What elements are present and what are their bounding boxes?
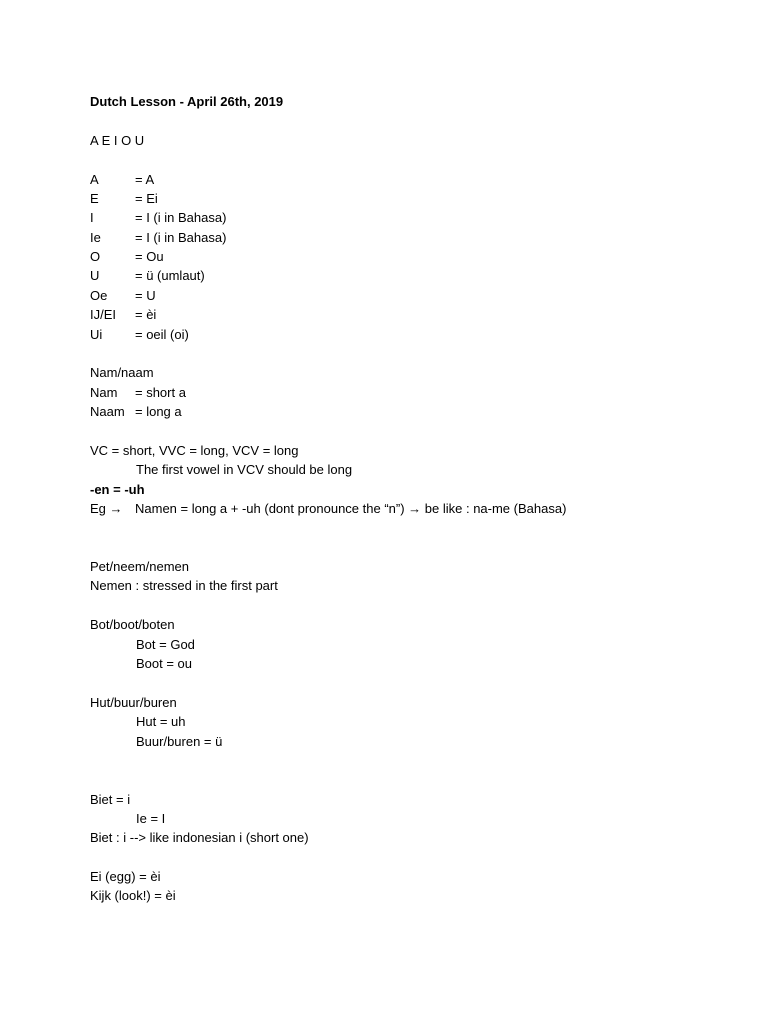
vowel-value: = A [135,172,155,187]
bot-item: Bot = God [136,637,195,652]
document-title: Dutch Lesson - April 26th, 2019 [90,94,284,109]
nam-row [90,385,186,401]
en-rule: -en = -uh [90,482,145,497]
vowel-value: = U [135,288,156,303]
vowel-key: I [90,210,94,225]
vowel-key: IJ/EI [90,307,117,322]
bot-heading: Bot/boot/boten [90,617,175,632]
vowel-key: A [90,172,99,187]
vowel-value: = Ou [135,249,164,264]
nam-value: = short a [135,385,186,400]
syllable-rule: VC = short, VVC = long, VCV = long [90,443,299,458]
vowel-value: = ü (umlaut) [135,268,205,283]
pet-note: Nemen : stressed in the first part [90,578,278,593]
example-row [90,501,566,517]
pet-heading: Pet/neem/nemen [90,559,190,574]
vowel-value: = I (i in Bahasa) [135,230,227,245]
vowel-key: U [90,268,100,283]
vowel-row [90,268,205,284]
example-value: Namen = long a + -uh (dont pronounce the “n”) → be like : na-me (Bahasa) [135,501,567,516]
nam-value: = long a [135,404,182,419]
vowel-key: Ie [90,230,101,245]
hut-item: Hut = uh [136,714,186,729]
vowel-key: Oe [90,288,108,303]
syllable-rule-note: The first vowel in VCV should be long [136,462,353,477]
vowel-row [90,249,164,265]
vowel-row [90,307,156,323]
biet-item: Ie = I [136,811,166,826]
nam-row [90,404,182,420]
vowel-row [90,327,189,343]
vowel-row [90,172,154,188]
vowel-key: O [90,249,101,264]
vowel-row [90,191,158,207]
example-key: Eg → [90,501,123,516]
nam-key: Naam [90,404,125,419]
ei-line: Ei (egg) = èi [90,869,161,884]
vowel-value: = I (i in Bahasa) [135,210,227,225]
biet-note: Biet : i --> like indonesian i (short one) [90,830,309,845]
vowel-value: = oeil (oi) [135,327,189,342]
vowel-row [90,230,226,246]
vowel-key: E [90,191,99,206]
kijk-line: Kijk (look!) = èi [90,888,176,903]
vowel-row [90,288,156,304]
biet-heading: Biet = i [90,792,131,807]
bot-item: Boot = ou [136,656,193,671]
vowel-value: = Ei [135,191,158,206]
vowel-row [90,210,226,226]
vowel-value: = èi [135,307,157,322]
nam-heading: Nam/naam [90,365,154,380]
vowels-header: A E I O U [90,133,145,148]
hut-heading: Hut/buur/buren [90,695,177,710]
nam-key: Nam [90,385,118,400]
hut-item: Buur/buren = ü [136,734,223,749]
vowel-key: Ui [90,327,103,342]
